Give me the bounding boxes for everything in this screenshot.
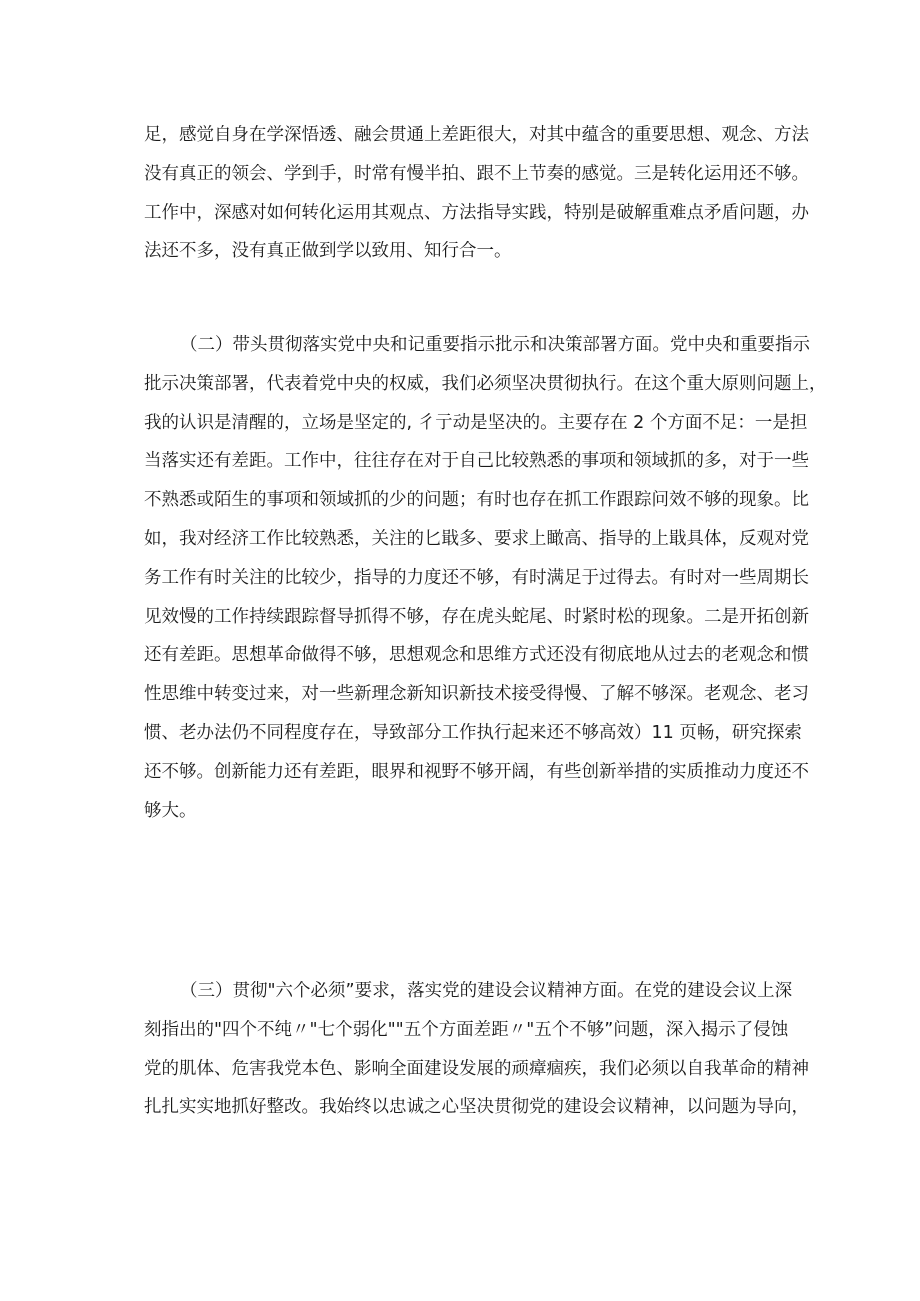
text-line: （二）带头贯彻落实党中央和记重要指示批示和决策部署方面。党中央和重要指示: [180, 335, 810, 355]
text-line: 够大。: [144, 800, 197, 821]
text-line: 没有真正的领会、学到手，时常有慢半拍、跟不上节奏的感觉。三是转化运用还不够。: [144, 163, 809, 184]
text-line: 法还不多，没有真正做到学以致用、知行合一。: [144, 241, 512, 262]
text-line: 批示决策部署，代表着党中央的权威，我们必须坚决贯彻执行。在这个重大原则问题上，: [144, 373, 827, 394]
paragraph-section-two: [144, 326, 827, 830]
text-line: 见效慢的工作持续跟踪督导抓得不够，存在虎头蛇尾、时紧时松的现象。二是开拓创新: [144, 606, 809, 627]
text-line: 如，我对经济工作比较熟悉，关注的匕戢多、要求上瞰高、指导的上戢具体，反观对党: [144, 528, 809, 549]
text-line: 还有差距。思想革命做得不够，思想观念和思维方式还没有彻底地从过去的老观念和惯: [144, 645, 809, 666]
text-line: 我的认识是清醒的，立场是坚定的, 彳亍动是坚决的。主要存在 2 个方面不足：一是担: [144, 412, 808, 433]
text-line: 还不够。创新能力还有差距，眼界和视野不够开阔，有些创新举措的实质推动力度还不: [144, 761, 809, 782]
text-line: （三）贯彻"六个必须”要求，落实党的建设会议精神方面。在党的建设会议上深: [180, 981, 793, 1001]
text-line: 当落实还有差距。工作中，往往存在对于自己比较熟悉的事项和领域抓的多，对于一些: [144, 451, 809, 472]
text-line: 务工作有时关注的比较少，指导的力度还不够，有时满足于过得去。有时对一些周期长: [144, 567, 809, 588]
text-line: 刻指出的"四个不纯〃"七个弱化""五个方面差距〃"五个不够”问题，深入揭示了侵蚀: [144, 1019, 789, 1040]
text-line: 扎扎实实地抓好整改。我始终以忠诚之心坚决贯彻党的建设会议精神，以问题为导向，: [144, 1097, 809, 1118]
text-line: 足，感觉自身在学深悟透、融会贯通上差距很大，对其中蕴含的重要思想、观念、方法: [144, 125, 809, 145]
paragraph-section-three: [144, 972, 809, 1127]
text-line: 不熟悉或陌生的事项和领域抓的少的问题；有时也存在抓工作跟踪问效不够的现象。比: [144, 490, 809, 511]
text-line: 惯、老办法仍不同程度存在，导致部分工作执行起来还不够高效）11 页畅，研究探索: [144, 722, 802, 743]
paragraph-continuation: [144, 116, 809, 271]
text-line: 党的肌体、危害我党本色、影响全面建设发展的顽瘴痼疾，我们必须以自我革命的精神: [144, 1058, 809, 1079]
text-line: 性思维中转变过来，对一些新理念新知识新技术接受得慢、了解不够深。老观念、老习: [144, 684, 809, 705]
text-line: 工作中，深感对如何转化运用其观点、方法指导实践，特别是破解重难点矛盾问题，办: [144, 202, 809, 223]
